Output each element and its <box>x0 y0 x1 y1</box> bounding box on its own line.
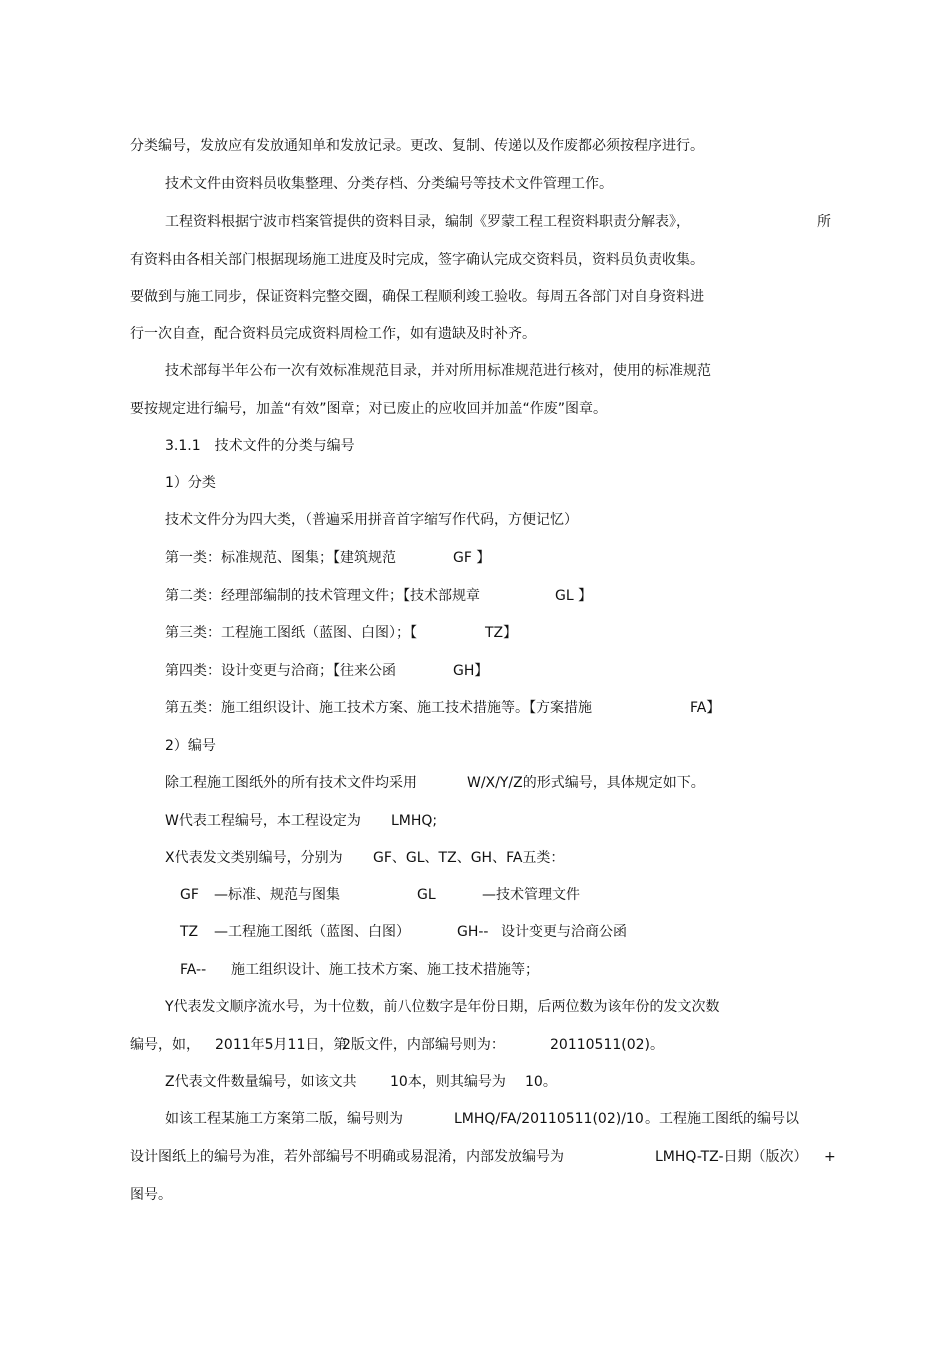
text-run: LMHQ/FA/20110511(02)/10 <box>454 1111 644 1127</box>
para-line-7 <box>165 362 711 380</box>
text-run: 有资料由各相关部门根据现场施工进度及时完成，签字确认完成交资料员，资料员负责收集。 <box>130 252 704 268</box>
text-run: 。 <box>650 1037 664 1053</box>
text-run: 第二类：经理部编制的技术管理文件；【技术部规章 <box>165 588 480 604</box>
text-run: 图号。 <box>130 1187 172 1203</box>
text-run: 2）编号 <box>165 738 216 754</box>
text-run: 技术文件分为四大类，（普遍采用拼音首字缩写作代码，方便记忆） <box>165 512 578 528</box>
text-run: 行一次自查，配合资料员完成资料周检工作，如有遗缺及时补齐。 <box>130 326 536 342</box>
category-code: GF 】 <box>453 550 491 566</box>
text-run: 2版文件，内部编号则为： <box>342 1037 505 1053</box>
code-label: GH-- <box>457 924 489 940</box>
category-code: GH】 <box>453 663 489 679</box>
text-run: 技术文件由资料员收集整理、分类存档、分类编号等技术文件管理工作。 <box>165 176 613 192</box>
para-line-1 <box>130 137 704 155</box>
text-run: 2011年5月11日，第 <box>215 1037 348 1053</box>
para-line-2 <box>165 175 613 193</box>
code-label: FA-- <box>180 962 207 978</box>
text-run: 第三类：工程施工图纸（蓝图、白图）；【 <box>165 625 417 641</box>
text-run: 10。 <box>525 1074 557 1090</box>
text-run: —技术管理文件 <box>482 887 580 903</box>
para-line-5 <box>130 288 704 306</box>
text-run: 第一类：标准规范、图集；【建筑规范 <box>165 550 396 566</box>
subheading-classification <box>165 474 216 492</box>
text-run: LMHQ; <box>391 813 438 829</box>
text-run: GF、GL、TZ、GH、FA五类： <box>373 850 565 866</box>
text-run: Z代表文件数量编号，如该文共 <box>165 1074 357 1090</box>
text-run: 要做到与施工同步，保证资料完整交圈，确保工程顺利竣工验收。每周五各部门对自身资料进 <box>130 289 704 305</box>
text-run: W代表工程编号，本工程设定为 <box>165 813 361 829</box>
para-line-4 <box>130 251 704 269</box>
text-run: 10本，则其编号为 <box>390 1074 506 1090</box>
text-run: 如该工程某施工方案第二版，编号则为 <box>165 1111 403 1127</box>
category-code: FA】 <box>690 700 721 716</box>
para-line-6 <box>130 325 536 343</box>
text-run: 20110511(02) <box>550 1037 650 1053</box>
code-label: GF <box>180 887 199 903</box>
text-run: 第五类：施工组织设计、施工技术方案、施工技术措施等。【方案措施 <box>165 700 592 716</box>
text-run: 要按规定进行编号，加盖“有效”图章；对已废止的应收回并加盖“作废”图章。 <box>130 401 608 417</box>
text-run: Y代表发文顺序流水号，为十位数，前八位数字是年份日期，后两位数为该年份的发文次数 <box>165 999 720 1015</box>
para-line-18 <box>130 1186 172 1204</box>
text-run: 工程资料根据宁波市档案管提供的资料目录，编制《罗蒙工程工程资料职责分解表》， <box>165 214 690 230</box>
text-run: —标准、规范与图集 <box>214 887 340 903</box>
text-run: 除工程施工图纸外的所有技术文件均采用 <box>165 775 417 791</box>
text-run: 编号，如， <box>130 1037 200 1053</box>
text-run: 所 <box>817 214 831 230</box>
section-heading <box>165 437 355 455</box>
text-run: 设计图纸上的编号为准，若外部编号不明确或易混淆，内部发放编号为 <box>130 1149 564 1165</box>
category-code: TZ】 <box>485 625 518 641</box>
text-run: 施工组织设计、施工技术方案、施工技术措施等； <box>231 962 539 978</box>
text-run: 3.1.1 技术文件的分类与编号 <box>165 438 355 454</box>
text-run: W/X/Y/Z的形式编号，具体规定如下。 <box>467 775 705 791</box>
text-run: 第四类：设计变更与洽商；【往来公函 <box>165 663 396 679</box>
text-run: 技术部每半年公布一次有效标准规范目录，并对所用标准规范进行核对，使用的标准规范 <box>165 363 711 379</box>
text-run: X代表发文类别编号，分别为 <box>165 850 343 866</box>
para-line-8 <box>130 400 607 418</box>
text-run: LMHQ-TZ-日期（版次） <box>655 1149 808 1165</box>
para-line-13 <box>165 998 720 1016</box>
code-label: TZ <box>180 924 199 940</box>
text-run: —工程施工图纸（蓝图、白图） <box>214 924 410 940</box>
code-label: GL <box>417 887 436 903</box>
text-run: + <box>824 1149 836 1165</box>
subheading-numbering <box>165 737 216 755</box>
text-run: 设计变更与洽商公函 <box>501 924 627 940</box>
text-run: 。工程施工图纸的编号以 <box>645 1111 799 1127</box>
text-run: 1）分类 <box>165 475 216 491</box>
category-code: GL 】 <box>555 588 593 604</box>
para-line-9 <box>165 511 578 529</box>
text-run: 分类编号，发放应有发放通知单和发放记录。更改、复制、传递以及作废都必须按程序进行。 <box>130 138 704 154</box>
